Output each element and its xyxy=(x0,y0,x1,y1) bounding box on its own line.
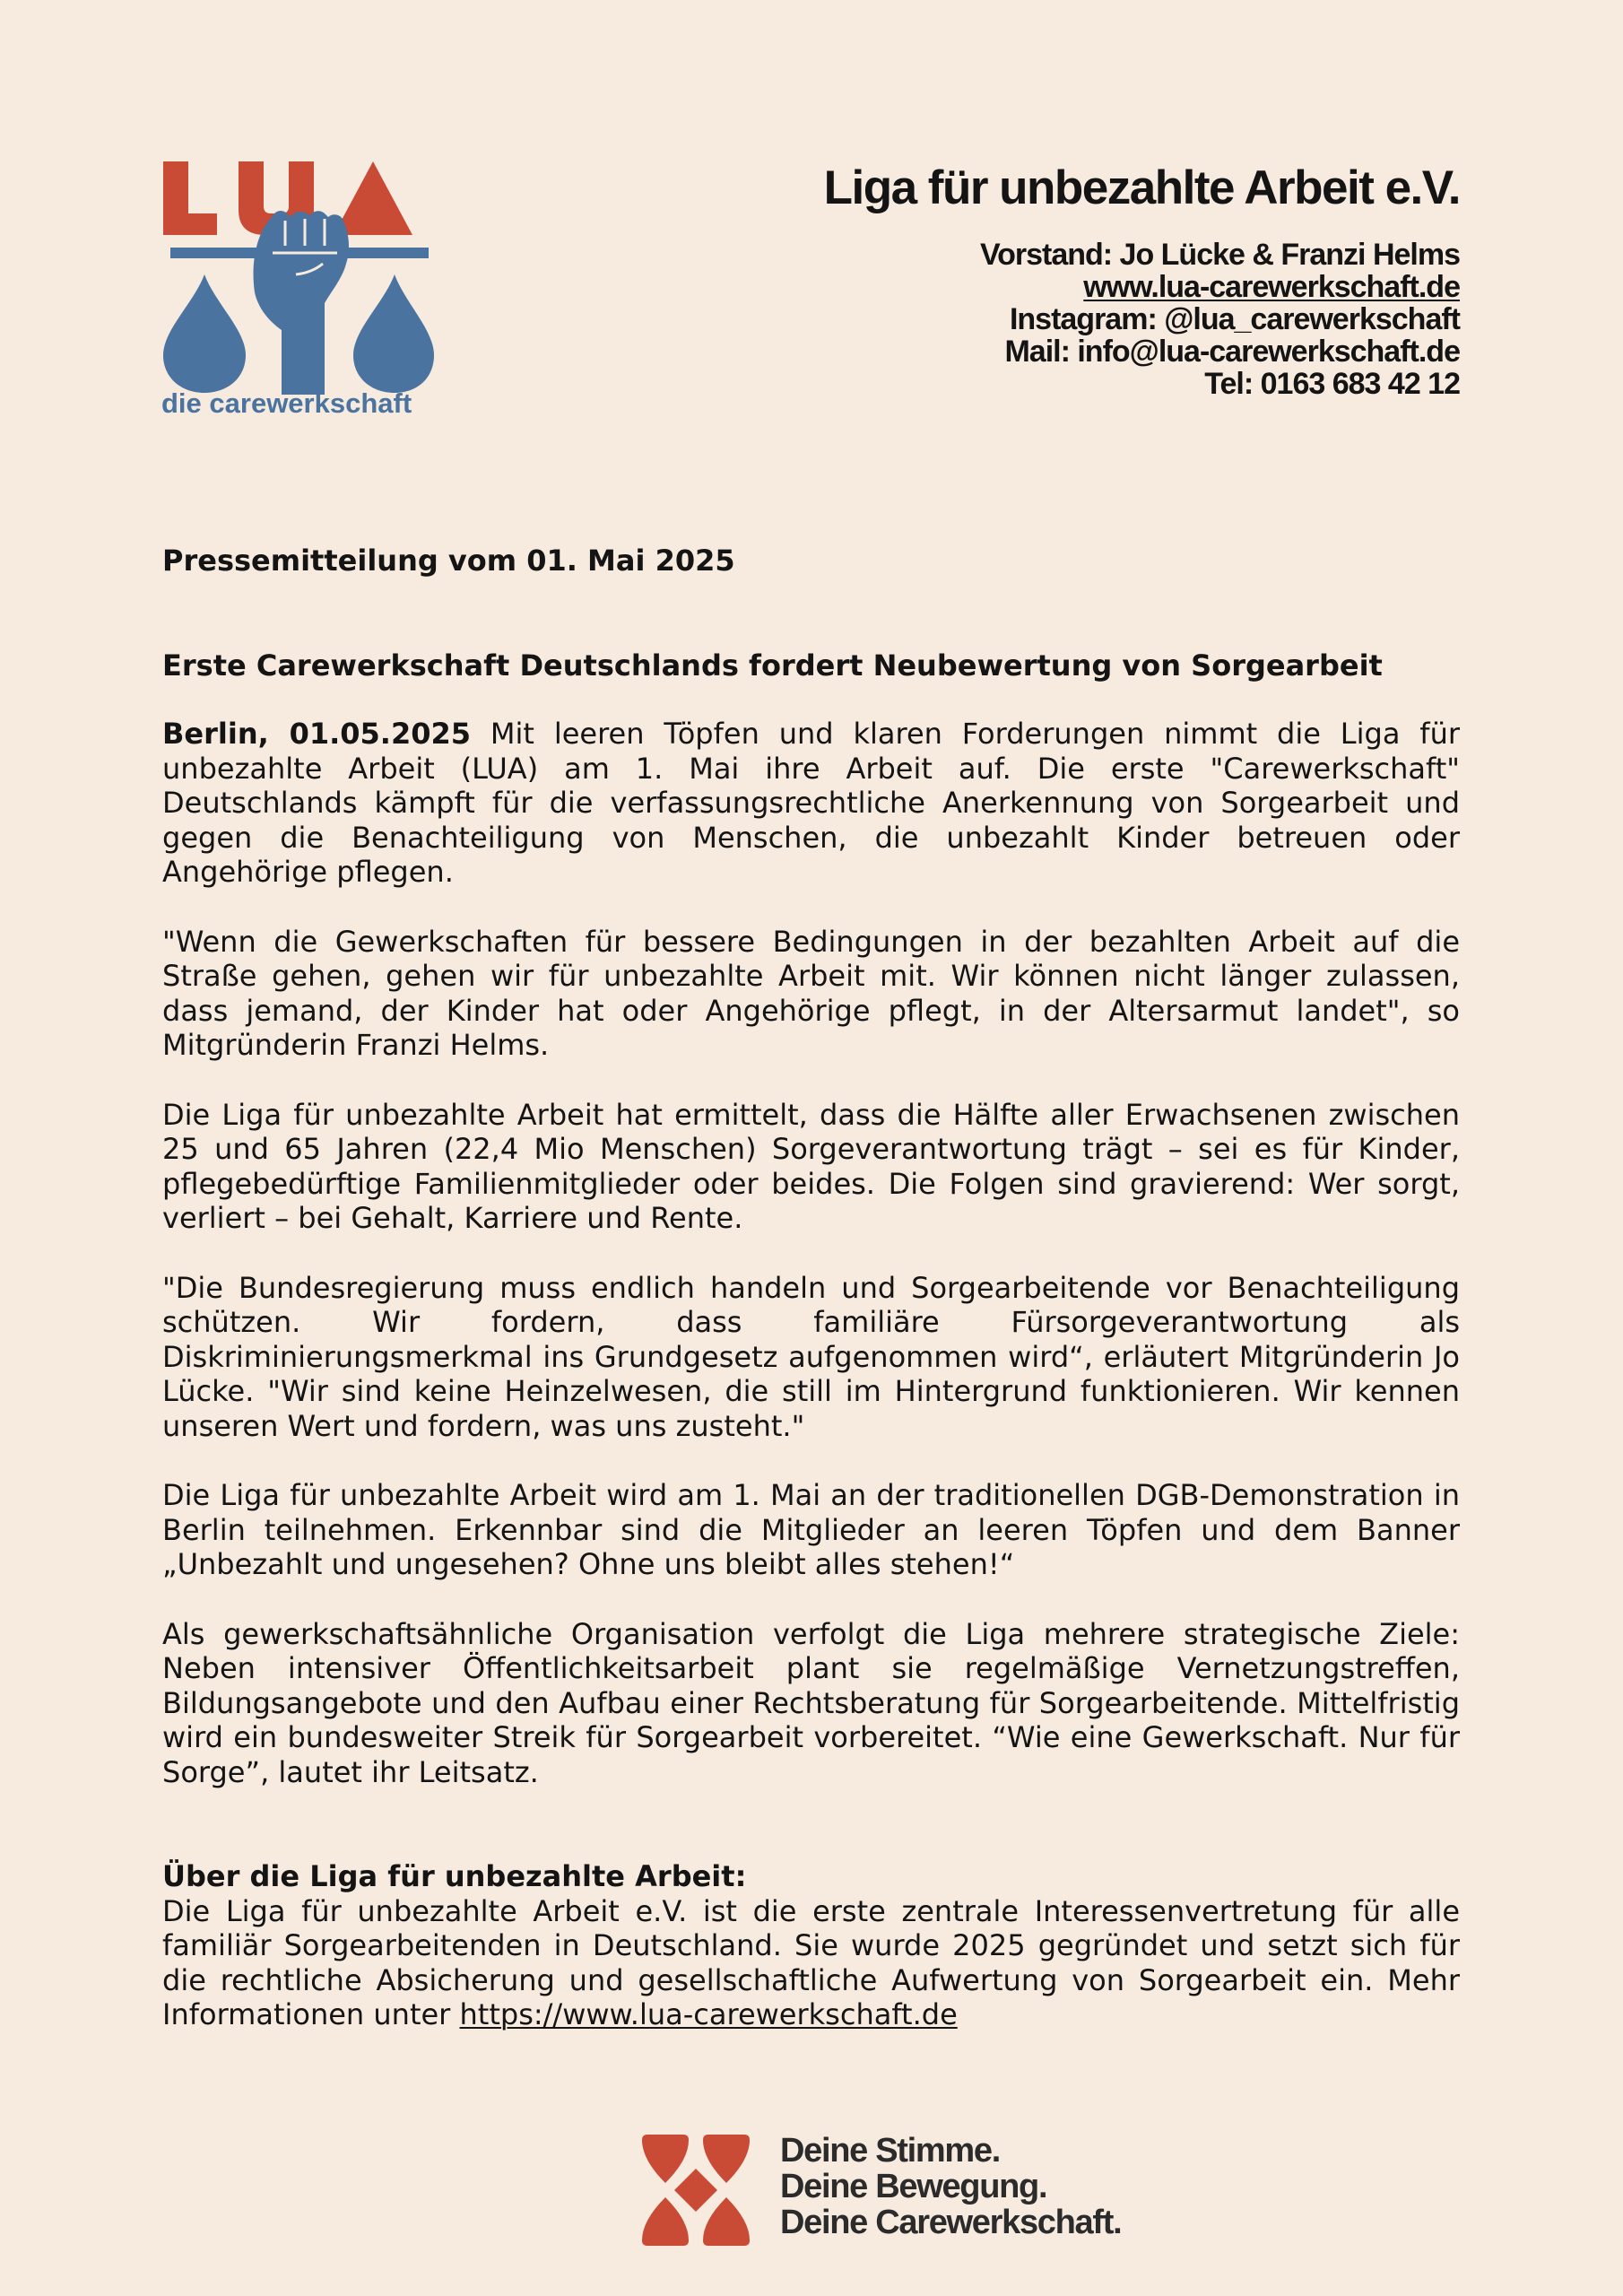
footer-logo-mark xyxy=(638,2133,753,2248)
headline: Erste Carewerkschaft Deutschlands fordert Neubewertung von Sorgearbeit xyxy=(162,648,1383,683)
slogan-line-1: Deine Stimme. xyxy=(780,2132,1000,2170)
footer-slogan xyxy=(780,2133,1121,2240)
paragraph-1-text: Mit leeren Töpfen und klaren Forderungen nimmt die Liga für unbezahlte Arbeit (LUA) am 1. Mai ihre Arbeit auf. Die erste "Carewerkschaft" Deutschlands kämpft für die verfassungsrechtliche Anerkennung von Sorgearbeit und gegen die Benachteiligung von Menschen, die unbezahlt Kinder betreuen oder Angehörige pflegen. xyxy=(162,717,1461,889)
dateline: Berlin, 01.05.2025 xyxy=(162,717,472,751)
logo-drop-right xyxy=(353,274,434,393)
logo-letter-a xyxy=(334,161,412,235)
slogan-line-2: Deine Bewegung. xyxy=(780,2168,1047,2205)
board-line: Vorstand: Jo Lücke & Franzi Helms xyxy=(979,238,1460,272)
paragraph-2: "Wenn die Gewerkschaften für bessere Bedingungen in der bezahlten Arbeit auf die Straße gehen, gehen wir für unbezahlte Arbeit mit. Wir können nicht länger zulassen, dass jemand, der Kinder hat oder Angehörige pflegt, in der Altersarmut landet", so Mitgründerin Franzi Helms. xyxy=(162,924,1460,1062)
slogan-line-3: Deine Carewerkschaft. xyxy=(780,2204,1122,2241)
press-release-body xyxy=(162,544,1460,2032)
instagram-line: Instagram: @lua_carewerkschaft xyxy=(1009,302,1460,336)
paragraph-4: "Die Bundesregierung muss endlich handeln und Sorgearbeitende vor Benachteiligung schützen. Wir fordern, dass familiäre Fürsorgeverantwortung als Diskriminierungsmerkmal ins Grundgesetz aufgenommen wird“, erläutert Mitgründerin Jo Lücke. "Wir sind keine Heinzelwesen, die still im Hintergrund funktionieren. Wir kennen unseren Wert und fordern, was uns zusteht." xyxy=(162,1270,1460,1443)
org-name: Liga für unbezahlte Arbeit e.V. xyxy=(823,161,1460,214)
paragraph-5: Die Liga für unbezahlte Arbeit wird am 1. Mai an der traditionellen DGB-Demonstration in Berlin teilnehmen. Erkennbar sind die Mitglieder an leeren Töpfen und dem Banner „Unbezahlt und ungesehen? Ohne uns bleibt alles stehen!“ xyxy=(162,1478,1460,1581)
about-title: Über die Liga für unbezahlte Arbeit: xyxy=(162,1859,747,1893)
lua-logo xyxy=(161,160,436,414)
mail-line: Mail: info@lua-carewerkschaft.de xyxy=(1004,335,1460,369)
about-website-link[interactable]: https://www.lua-carewerkschaft.de xyxy=(459,1997,958,2031)
fist-icon xyxy=(254,211,349,395)
website-link[interactable]: www.lua-carewerkschaft.de xyxy=(1083,270,1460,304)
paragraph-3: Die Liga für unbezahlte Arbeit hat ermittelt, dass die Hälfte aller Erwachsenen zwischen 25 und 65 Jahren (22,4 Mio Menschen) Sorgeverantwortung trägt – sei es für Kinder, pflegebedürftige Familienmitglieder oder beides. Die Folgen sind gravierend: Wer sorgt, verliert – bei Gehalt, Karriere und Rente. xyxy=(162,1097,1460,1235)
press-date: Pressemitteilung vom 01. Mai 2025 xyxy=(162,544,735,578)
logo-drop-left xyxy=(163,274,246,393)
paragraph-6: Als gewerkschaftsähnliche Organisation verfolgt die Liga mehrere strategische Ziele: Neben intensiver Öffentlichkeitsarbeit plant sie regelmäßige Vernetzungstreffen, Bildungsangebote und den Aufbau einer Rechtsberatung für Sorgearbeitende. Mittelfristig wird ein bundesweiter Streik für Sorgearbeit vorbereitet. “Wie eine Gewerkschaft. Nur für Sorge”, lautet ihr Leitsatz. xyxy=(162,1616,1460,1789)
about-text-body: Die Liga für unbezahlte Arbeit e.V. ist die erste zentrale Interessenvertretung für alle familiär Sorgearbeitenden in Deutschland. Sie wurde 2025 gegründet und setzt sich für die rechtliche Absicherung und gesellschaftliche Aufwertung von Sorgearbeit ein. Mehr Informationen unter xyxy=(162,1893,1460,2031)
logo-tagline: die carewerkschaft xyxy=(161,387,412,414)
logo-letter-l xyxy=(163,161,217,235)
phone-line: Tel: 0163 683 42 12 xyxy=(1204,367,1460,401)
header-contact xyxy=(824,158,1460,400)
paragraph-1 xyxy=(162,717,1460,890)
about-text xyxy=(162,1894,1460,2032)
